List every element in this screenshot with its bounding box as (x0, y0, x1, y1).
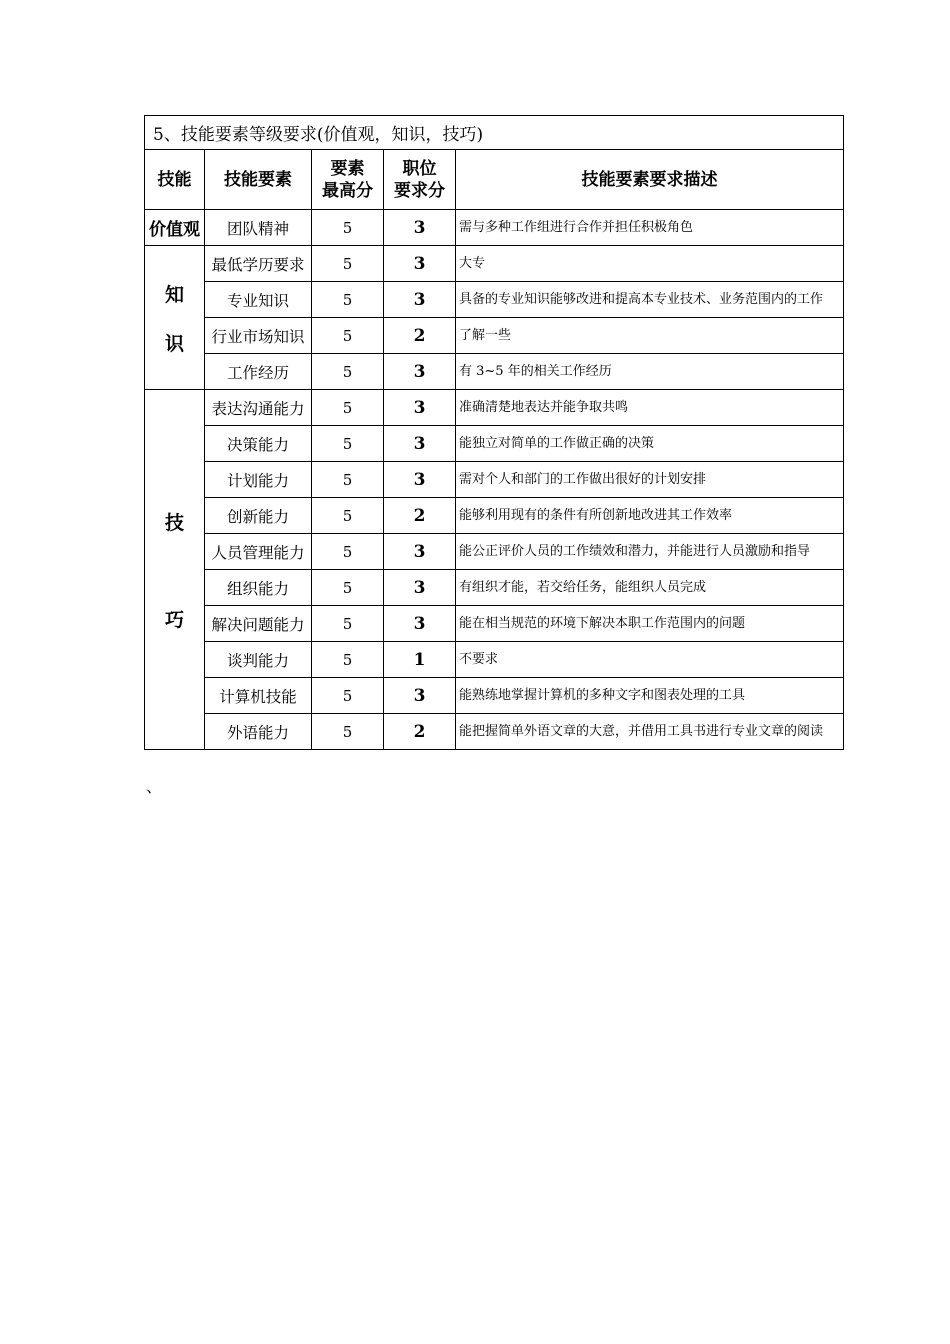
header-skill: 技能 (145, 150, 205, 210)
table-row (145, 498, 844, 534)
required-score: 3 (384, 282, 456, 318)
element-description: 能独立对简单的工作做正确的决策 (456, 426, 844, 462)
element-name: 外语能力 (205, 714, 312, 750)
required-score: 3 (384, 210, 456, 246)
table-row (145, 318, 844, 354)
max-score: 5 (312, 678, 384, 714)
max-score: 5 (312, 354, 384, 390)
max-score: 5 (312, 426, 384, 462)
header-max-score-line2: 最高分 (322, 180, 373, 201)
category-skills (145, 390, 205, 750)
element-description: 了解一些 (456, 318, 844, 354)
required-score: 3 (384, 390, 456, 426)
element-description: 能在相当规范的环境下解决本职工作范围内的问题 (456, 606, 844, 642)
table-row (145, 354, 844, 390)
element-description: 能公正评价人员的工作绩效和潜力，并能进行人员激励和指导 (456, 534, 844, 570)
element-description: 具备的专业知识能够改进和提高本专业技术、业务范围内的工作 (456, 282, 844, 318)
max-score: 5 (312, 210, 384, 246)
table-row (145, 210, 844, 246)
table-row (145, 606, 844, 642)
header-required-score-line2: 要求分 (394, 180, 445, 201)
required-score: 3 (384, 246, 456, 282)
required-score: 3 (384, 570, 456, 606)
required-score: 2 (384, 498, 456, 534)
required-score: 3 (384, 462, 456, 498)
category-values: 价值观 (145, 210, 205, 246)
max-score: 5 (312, 462, 384, 498)
element-description: 需对个人和部门的工作做出很好的计划安排 (456, 462, 844, 498)
table-row (145, 714, 844, 750)
element-name: 组织能力 (205, 570, 312, 606)
table-row (145, 642, 844, 678)
required-score: 2 (384, 318, 456, 354)
table-row (145, 534, 844, 570)
max-score: 5 (312, 534, 384, 570)
element-description: 能熟练地掌握计算机的多种文字和图表处理的工具 (456, 678, 844, 714)
required-score: 1 (384, 642, 456, 678)
header-max-score-line1: 要素 (330, 158, 365, 179)
element-name: 解决问题能力 (205, 606, 312, 642)
max-score: 5 (312, 318, 384, 354)
category-knowledge-char1: 知 (164, 283, 184, 306)
category-skills-char2: 巧 (164, 608, 184, 631)
max-score: 5 (312, 714, 384, 750)
required-score: 3 (384, 426, 456, 462)
element-name: 决策能力 (205, 426, 312, 462)
max-score: 5 (312, 642, 384, 678)
table-row (145, 678, 844, 714)
required-score: 3 (384, 606, 456, 642)
skill-requirements-table (144, 115, 844, 750)
element-name: 计划能力 (205, 462, 312, 498)
table-row (145, 426, 844, 462)
element-name: 创新能力 (205, 498, 312, 534)
max-score: 5 (312, 390, 384, 426)
category-knowledge-char2: 识 (164, 332, 184, 355)
max-score: 5 (312, 498, 384, 534)
element-description: 需与多种工作组进行合作并担任积极角色 (456, 210, 844, 246)
element-description: 能够利用现有的条件有所创新地改进其工作效率 (456, 498, 844, 534)
trailing-punctuation-mark: 、 (146, 777, 163, 796)
element-name: 计算机技能 (205, 678, 312, 714)
max-score: 5 (312, 246, 384, 282)
element-description: 大专 (456, 246, 844, 282)
element-name: 专业知识 (205, 282, 312, 318)
required-score: 3 (384, 354, 456, 390)
section-title: 5、技能要素等级要求(价值观，知识，技巧) (145, 116, 844, 150)
element-name: 表达沟通能力 (205, 390, 312, 426)
header-description: 技能要素要求描述 (456, 150, 844, 210)
required-score: 2 (384, 714, 456, 750)
element-name: 团队精神 (205, 210, 312, 246)
element-description: 能把握简单外语文章的大意，并借用工具书进行专业文章的阅读 (456, 714, 844, 750)
element-name: 谈判能力 (205, 642, 312, 678)
table-row (145, 390, 844, 426)
max-score: 5 (312, 570, 384, 606)
table-row (145, 246, 844, 282)
table-row (145, 570, 844, 606)
table-row (145, 462, 844, 498)
category-knowledge (145, 246, 205, 390)
required-score: 3 (384, 534, 456, 570)
header-element: 技能要素 (205, 150, 312, 210)
required-score: 3 (384, 678, 456, 714)
header-required-score (384, 150, 456, 210)
element-description: 不要求 (456, 642, 844, 678)
element-name: 人员管理能力 (205, 534, 312, 570)
max-score: 5 (312, 606, 384, 642)
table-row (145, 282, 844, 318)
element-name: 工作经历 (205, 354, 312, 390)
element-name: 最低学历要求 (205, 246, 312, 282)
header-max-score (312, 150, 384, 210)
element-description: 准确清楚地表达并能争取共鸣 (456, 390, 844, 426)
element-name: 行业市场知识 (205, 318, 312, 354)
header-required-score-line1: 职位 (402, 158, 437, 179)
element-description: 有 3~5 年的相关工作经历 (456, 354, 844, 390)
element-description: 有组织才能，若交给任务，能组织人员完成 (456, 570, 844, 606)
max-score: 5 (312, 282, 384, 318)
category-skills-char1: 技 (164, 511, 184, 534)
